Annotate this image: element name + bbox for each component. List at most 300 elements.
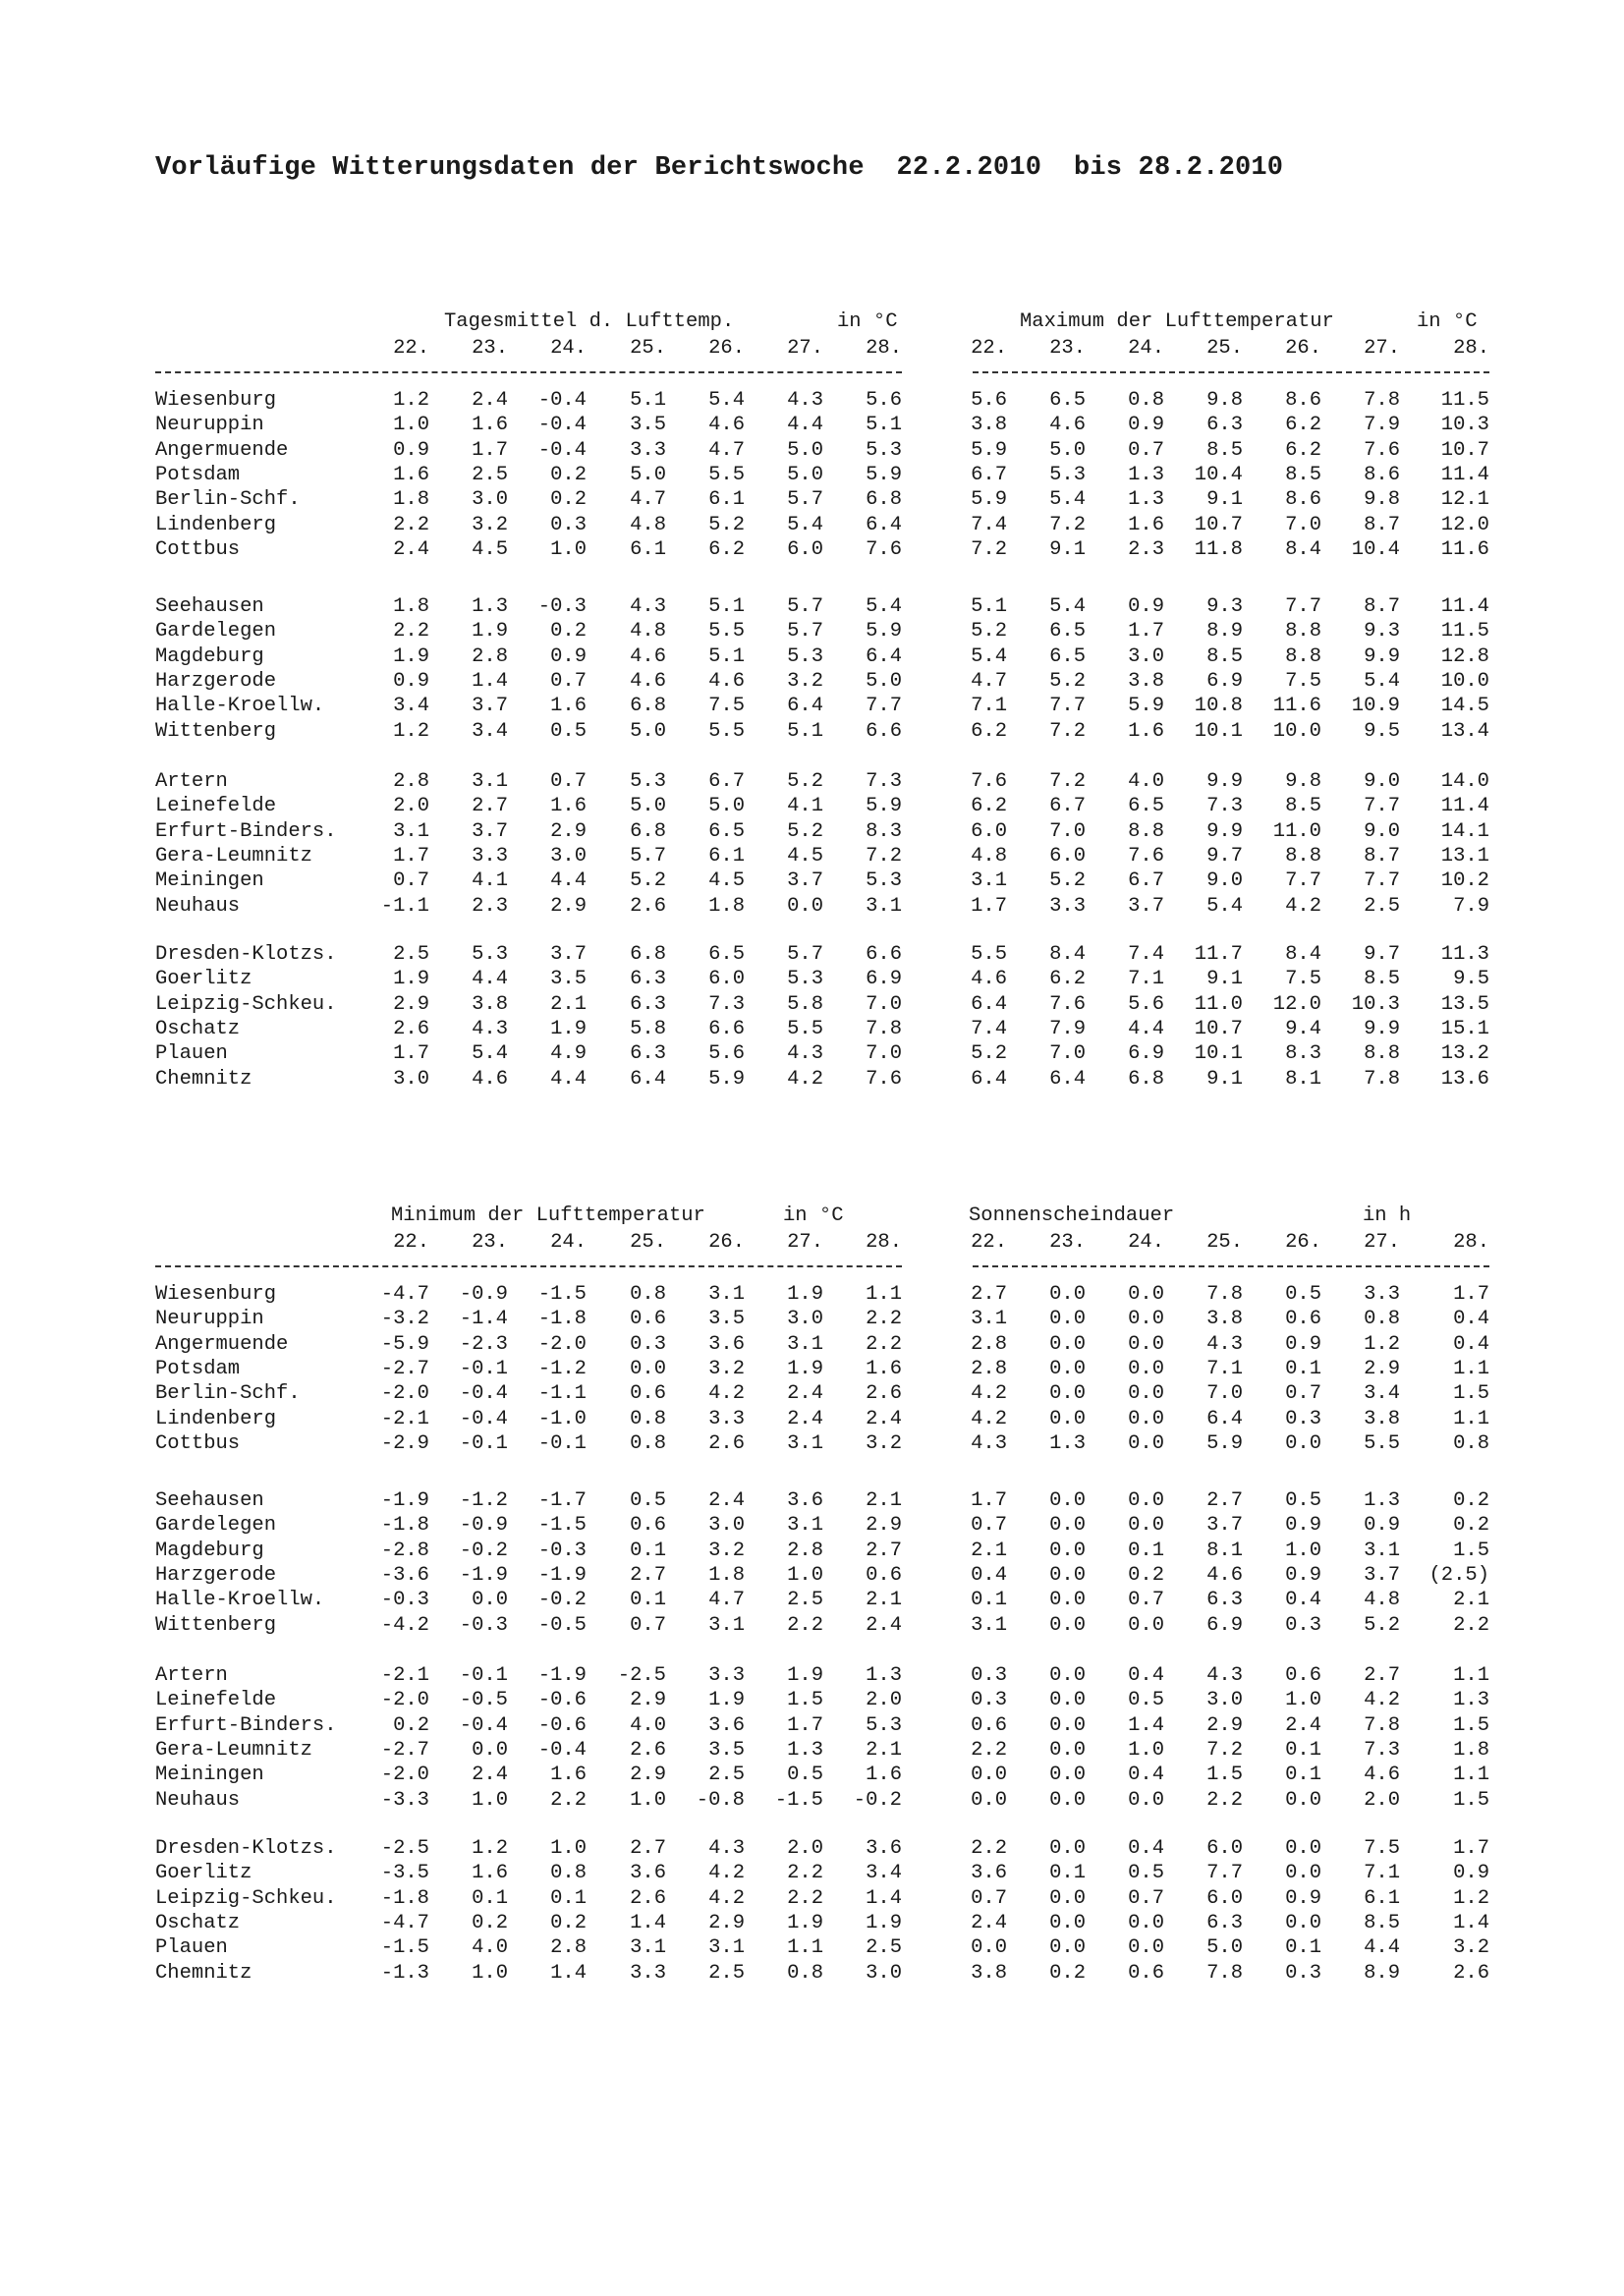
- day-header: 26.: [1285, 337, 1321, 360]
- table-cell: 5.3: [630, 770, 666, 793]
- table-cell: 1.3: [1453, 1689, 1489, 1712]
- table-cell: 5.0: [708, 795, 745, 818]
- table-cell: 0.2: [550, 488, 587, 512]
- table-cell: -2.0: [380, 1382, 429, 1406]
- table-cell: 13.4: [1440, 719, 1489, 743]
- table-cell: 2.4: [708, 1489, 745, 1512]
- table-cell: 0.6: [1285, 1308, 1321, 1331]
- table-cell: 5.2: [630, 869, 666, 893]
- table-cell: 0.7: [550, 770, 587, 793]
- table-cell: 3.3: [630, 438, 666, 462]
- table-cell: 4.6: [971, 968, 1007, 991]
- table-cell: 6.5: [708, 819, 745, 843]
- table-cell: 4.3: [1206, 1332, 1243, 1356]
- table-cell: -1.8: [537, 1308, 587, 1331]
- table-cell: 0.3: [550, 513, 587, 536]
- table-cell: 5.4: [866, 595, 902, 618]
- table-cell: 0.9: [1285, 1563, 1321, 1587]
- table-cell: 6.0: [1206, 1886, 1243, 1910]
- table-cell: 0.9: [1128, 595, 1164, 618]
- table-cell: 2.6: [866, 1382, 902, 1406]
- table-cell: 0.0: [787, 894, 823, 918]
- table-cell: 4.6: [708, 414, 745, 437]
- table-cell: 1.7: [787, 1713, 823, 1737]
- table-cell: 3.0: [787, 1308, 823, 1331]
- table-cell: 2.2: [971, 1738, 1007, 1762]
- table-cell: -0.1: [459, 1431, 508, 1455]
- day-header: 27.: [1364, 1231, 1400, 1254]
- table-cell: 3.0: [1128, 644, 1164, 668]
- table-cell: 2.9: [1206, 1713, 1243, 1737]
- table-cell: -2.0: [380, 1764, 429, 1787]
- table-cell: 6.2: [1285, 414, 1321, 437]
- table-cell: 4.5: [787, 844, 823, 868]
- table-cell: 1.0: [550, 537, 587, 561]
- table-cell: 9.1: [1206, 1067, 1243, 1091]
- table-cell: 2.9: [393, 992, 429, 1016]
- table-cell: 5.9: [971, 488, 1007, 512]
- station-name: Artern: [155, 1664, 228, 1687]
- table-cell: 3.8: [971, 1961, 1007, 1985]
- table-cell: 3.1: [787, 1431, 823, 1455]
- table-cell: -0.1: [459, 1357, 508, 1380]
- table-cell: 2.2: [1206, 1788, 1243, 1812]
- table-cell: 6.4: [971, 1067, 1007, 1091]
- table-cell: 5.3: [866, 1713, 902, 1737]
- table-cell: -0.3: [380, 1589, 429, 1612]
- table-cell: 5.9: [866, 463, 902, 486]
- table-cell: 7.2: [1049, 513, 1086, 536]
- table-cell: 6.3: [630, 1042, 666, 1066]
- table-cell: 8.9: [1206, 620, 1243, 644]
- table-cell: -1.5: [380, 1936, 429, 1960]
- station-name: Oschatz: [155, 1911, 241, 1934]
- table-cell: 6.1: [1364, 1886, 1400, 1910]
- station-name: Seehausen: [155, 595, 264, 618]
- table-header: Tagesmittel d. Lufttemp.: [444, 310, 735, 333]
- table-cell: 6.5: [708, 943, 745, 966]
- table-cell: -0.5: [537, 1613, 587, 1637]
- table-cell: 11.0: [1194, 992, 1243, 1016]
- station-name: Neuruppin: [155, 414, 264, 437]
- table-cell: 9.9: [1364, 1017, 1400, 1040]
- page-title: Vorläufige Witterungsdaten der Berichtswoche 22.2.2010 bis 28.2.2010: [155, 153, 1284, 183]
- table-cell: 2.1: [550, 992, 587, 1016]
- table-cell: -1.9: [380, 1489, 429, 1512]
- table-cell: 6.4: [971, 992, 1007, 1016]
- table-cell: 1.8: [393, 488, 429, 512]
- table-cell: 0.5: [1128, 1862, 1164, 1885]
- station-name: Artern: [155, 770, 228, 793]
- table-cell: 3.3: [1049, 894, 1086, 918]
- table-cell: 3.7: [1206, 1514, 1243, 1538]
- table-cell: 2.6: [630, 1738, 666, 1762]
- table-cell: 8.5: [1206, 438, 1243, 462]
- table-cell: 0.4: [1285, 1589, 1321, 1612]
- table-cell: 7.0: [1206, 1382, 1243, 1406]
- table-cell: 0.9: [393, 438, 429, 462]
- table-cell: 0.0: [1128, 1911, 1164, 1934]
- table-cell: 6.3: [630, 992, 666, 1016]
- table-cell: 3.1: [708, 1936, 745, 1960]
- table-cell: 4.6: [472, 1067, 508, 1091]
- station-name: Berlin-Schf.: [155, 488, 301, 512]
- table-cell: 15.1: [1440, 1017, 1489, 1040]
- table-cell: 10.1: [1194, 719, 1243, 743]
- table-cell: 1.0: [1285, 1689, 1321, 1712]
- table-cell: 3.0: [1206, 1689, 1243, 1712]
- table-cell: 6.2: [971, 719, 1007, 743]
- table-cell: 2.8: [971, 1357, 1007, 1380]
- table-cell: 0.9: [1285, 1514, 1321, 1538]
- table-cell: -0.4: [537, 414, 587, 437]
- table-cell: 3.6: [866, 1837, 902, 1860]
- table-cell: 0.8: [1453, 1431, 1489, 1455]
- table-cell: 3.5: [550, 968, 587, 991]
- table-cell: 3.2: [866, 1431, 902, 1455]
- station-name: Seehausen: [155, 1489, 264, 1512]
- table-cell: -0.3: [537, 595, 587, 618]
- table-cell: 7.3: [708, 992, 745, 1016]
- table-cell: 6.7: [1128, 869, 1164, 893]
- table-cell: 3.3: [1364, 1283, 1400, 1306]
- table-cell: 5.0: [1049, 438, 1086, 462]
- table-cell: 5.4: [472, 1042, 508, 1066]
- table-cell: -2.8: [380, 1539, 429, 1562]
- table-cell: 0.7: [1128, 1886, 1164, 1910]
- table-cell: 7.8: [1206, 1283, 1243, 1306]
- table-cell: 6.5: [1049, 644, 1086, 668]
- table-cell: 2.5: [866, 1936, 902, 1960]
- table-cell: 6.4: [630, 1067, 666, 1091]
- table-cell: 6.2: [1285, 438, 1321, 462]
- table-cell: 0.1: [1285, 1936, 1321, 1960]
- table-cell: 9.1: [1206, 488, 1243, 512]
- table-cell: 12.8: [1440, 644, 1489, 668]
- table-cell: 7.8: [1364, 389, 1400, 412]
- station-name: Potsdam: [155, 1357, 241, 1380]
- day-header: 27.: [1364, 337, 1400, 360]
- table-cell: 5.6: [708, 1042, 745, 1066]
- table-cell: 4.3: [630, 595, 666, 618]
- table-cell: 0.9: [1453, 1862, 1489, 1885]
- table-cell: 6.1: [630, 537, 666, 561]
- day-header: 22.: [971, 337, 1007, 360]
- station-name: Gardelegen: [155, 620, 277, 644]
- table-cell: 0.1: [1285, 1764, 1321, 1787]
- table-cell: 3.6: [630, 1862, 666, 1885]
- table-cell: 0.9: [1128, 414, 1164, 437]
- table-cell: 4.3: [971, 1431, 1007, 1455]
- table-cell: 0.0: [1049, 1283, 1086, 1306]
- table-cell: 7.1: [1364, 1862, 1400, 1885]
- table-cell: 2.8: [472, 644, 508, 668]
- table-cell: 0.0: [472, 1589, 508, 1612]
- table-cell: 0.0: [1049, 1589, 1086, 1612]
- table-cell: 1.0: [1285, 1539, 1321, 1562]
- table-cell: 3.3: [630, 1961, 666, 1985]
- table-cell: 9.0: [1206, 869, 1243, 893]
- table-cell: 4.6: [1206, 1563, 1243, 1587]
- table-cell: 2.9: [630, 1764, 666, 1787]
- table-cell: 12.0: [1440, 513, 1489, 536]
- day-header: 28.: [1453, 1231, 1489, 1254]
- table-cell: 6.7: [708, 770, 745, 793]
- table-cell: -0.1: [537, 1431, 587, 1455]
- table-cell: 4.4: [1364, 1936, 1400, 1960]
- table-cell: 0.0: [472, 1738, 508, 1762]
- table-cell: 0.0: [1049, 1539, 1086, 1562]
- table-cell: 8.1: [1206, 1539, 1243, 1562]
- table-cell: 14.0: [1440, 770, 1489, 793]
- day-header: 28.: [866, 337, 902, 360]
- table-cell: 0.1: [971, 1589, 1007, 1612]
- table-cell: 4.6: [1364, 1764, 1400, 1787]
- station-name: Gera-Leumnitz: [155, 1738, 312, 1762]
- table-cell: 6.0: [787, 537, 823, 561]
- table-cell: 3.1: [708, 1613, 745, 1637]
- day-header: 24.: [550, 1231, 587, 1254]
- table-cell: 5.5: [1364, 1431, 1400, 1455]
- table-cell: 2.9: [550, 894, 587, 918]
- table-cell: 10.4: [1194, 463, 1243, 486]
- station-name: Goerlitz: [155, 968, 252, 991]
- table-cell: 6.0: [708, 968, 745, 991]
- station-name: Erfurt-Binders.: [155, 1713, 337, 1737]
- table-cell: 11.4: [1440, 795, 1489, 818]
- table-cell: 8.8: [1285, 620, 1321, 644]
- day-header: 22.: [393, 337, 429, 360]
- dashed-divider: [973, 1265, 1489, 1267]
- table-cell: 5.0: [787, 438, 823, 462]
- table-cell: 3.7: [1364, 1563, 1400, 1587]
- table-cell: 0.0: [1049, 1563, 1086, 1587]
- table-cell: 1.1: [866, 1283, 902, 1306]
- table-cell: (2.5): [1428, 1563, 1489, 1587]
- table-cell: 9.5: [1453, 968, 1489, 991]
- table-cell: 2.2: [1453, 1613, 1489, 1637]
- table-cell: 2.5: [393, 943, 429, 966]
- table-cell: 3.3: [708, 1407, 745, 1430]
- table-cell: 0.2: [1128, 1563, 1164, 1587]
- table-cell: 9.4: [1285, 1017, 1321, 1040]
- table-cell: 0.2: [472, 1911, 508, 1934]
- table-cell: 14.1: [1440, 819, 1489, 843]
- table-cell: 10.4: [1351, 537, 1400, 561]
- table-cell: 1.2: [1453, 1886, 1489, 1910]
- table-cell: 0.4: [971, 1563, 1007, 1587]
- table-cell: 0.3: [1285, 1407, 1321, 1430]
- table-cell: 0.4: [1128, 1664, 1164, 1687]
- table-cell: 7.7: [1285, 595, 1321, 618]
- table-cell: 2.5: [787, 1589, 823, 1612]
- day-header: 23.: [1049, 337, 1086, 360]
- table-cell: 8.4: [1285, 537, 1321, 561]
- table-cell: 7.2: [1049, 770, 1086, 793]
- table-cell: 1.0: [393, 414, 429, 437]
- station-name: Gera-Leumnitz: [155, 844, 312, 868]
- table-cell: 5.9: [1128, 695, 1164, 718]
- table-cell: 0.0: [1128, 1357, 1164, 1380]
- table-cell: 4.6: [1049, 414, 1086, 437]
- table-cell: 5.3: [787, 644, 823, 668]
- table-cell: 7.2: [971, 537, 1007, 561]
- table-cell: 6.9: [1206, 669, 1243, 693]
- table-cell: 1.7: [1453, 1837, 1489, 1860]
- table-cell: 9.1: [1206, 968, 1243, 991]
- table-cell: 3.1: [787, 1514, 823, 1538]
- table-cell: 3.0: [393, 1067, 429, 1091]
- table-cell: 0.6: [1285, 1664, 1321, 1687]
- table-cell: 0.0: [1049, 1911, 1086, 1934]
- table-cell: 3.0: [866, 1961, 902, 1985]
- table-cell: 9.8: [1285, 770, 1321, 793]
- table-cell: 0.8: [1128, 389, 1164, 412]
- day-header: 23.: [472, 1231, 508, 1254]
- table-cell: 6.4: [1049, 1067, 1086, 1091]
- table-cell: 1.5: [1453, 1788, 1489, 1812]
- table-cell: 9.8: [1206, 389, 1243, 412]
- table-cell: 1.3: [1049, 1431, 1086, 1455]
- table-cell: 4.9: [550, 1042, 587, 1066]
- station-name: Oschatz: [155, 1017, 241, 1040]
- table-cell: 1.9: [866, 1911, 902, 1934]
- table-cell: 0.4: [1128, 1764, 1164, 1787]
- table-cell: 1.4: [1453, 1911, 1489, 1934]
- table-cell: 7.3: [866, 770, 902, 793]
- station-name: Neuhaus: [155, 1788, 241, 1812]
- table-cell: 2.2: [787, 1862, 823, 1885]
- table-cell: 0.0: [1128, 1382, 1164, 1406]
- table-cell: 1.7: [971, 894, 1007, 918]
- table-cell: 4.6: [630, 644, 666, 668]
- table-cell: 10.9: [1351, 695, 1400, 718]
- table-cell: 4.8: [630, 513, 666, 536]
- station-name: Neuruppin: [155, 1308, 264, 1331]
- station-name: Chemnitz: [155, 1961, 252, 1985]
- table-cell: 3.4: [472, 719, 508, 743]
- table-cell: 4.7: [630, 488, 666, 512]
- table-cell: 2.4: [1285, 1713, 1321, 1737]
- table-cell: 0.0: [1049, 1357, 1086, 1380]
- table-cell: 0.0: [1049, 1837, 1086, 1860]
- table-cell: 3.6: [787, 1489, 823, 1512]
- table-cell: -2.7: [380, 1738, 429, 1762]
- table-cell: 0.1: [1049, 1862, 1086, 1885]
- table-cell: -0.4: [459, 1382, 508, 1406]
- table-cell: -1.3: [380, 1961, 429, 1985]
- table-cell: 1.6: [866, 1357, 902, 1380]
- table-cell: 4.2: [1285, 894, 1321, 918]
- table-cell: 3.1: [787, 1332, 823, 1356]
- table-cell: 0.1: [550, 1886, 587, 1910]
- table-cell: 5.4: [1049, 595, 1086, 618]
- table-cell: 2.8: [787, 1539, 823, 1562]
- table-cell: 4.3: [787, 389, 823, 412]
- table-cell: 5.2: [708, 513, 745, 536]
- table-cell: 5.2: [1049, 669, 1086, 693]
- table-cell: 12.1: [1440, 488, 1489, 512]
- table-cell: 9.8: [1364, 488, 1400, 512]
- table-cell: 8.4: [1285, 943, 1321, 966]
- table-cell: 2.8: [393, 770, 429, 793]
- station-name: Leipzig-Schkeu.: [155, 992, 337, 1016]
- table-cell: 2.1: [866, 1589, 902, 1612]
- table-cell: 1.0: [630, 1788, 666, 1812]
- station-name: Angermuende: [155, 438, 289, 462]
- table-cell: 7.7: [1206, 1862, 1243, 1885]
- table-cell: 2.3: [1128, 537, 1164, 561]
- table-cell: 2.4: [866, 1613, 902, 1637]
- table-cell: 5.5: [708, 463, 745, 486]
- table-cell: 3.0: [708, 1514, 745, 1538]
- table-cell: 1.6: [393, 463, 429, 486]
- table-cell: 9.3: [1364, 620, 1400, 644]
- station-name: Leipzig-Schkeu.: [155, 1886, 337, 1910]
- table-cell: 5.3: [866, 869, 902, 893]
- table-cell: 5.9: [1206, 1431, 1243, 1455]
- table-cell: 0.9: [1364, 1514, 1400, 1538]
- table-cell: 0.0: [1285, 1431, 1321, 1455]
- table-cell: 0.0: [1049, 1664, 1086, 1687]
- table-cell: 0.6: [1128, 1961, 1164, 1985]
- table-cell: -1.4: [459, 1308, 508, 1331]
- table-cell: 3.1: [866, 894, 902, 918]
- table-cell: 2.5: [472, 463, 508, 486]
- table-cell: 6.2: [1049, 968, 1086, 991]
- table-cell: 7.7: [1285, 869, 1321, 893]
- day-header: 23.: [472, 337, 508, 360]
- table-cell: 0.0: [1049, 1514, 1086, 1538]
- table-cell: 1.5: [787, 1689, 823, 1712]
- table-cell: 9.7: [1206, 844, 1243, 868]
- table-cell: 8.5: [1285, 463, 1321, 486]
- day-header: 26.: [1285, 1231, 1321, 1254]
- table-cell: 7.6: [866, 537, 902, 561]
- table-cell: 1.5: [1453, 1539, 1489, 1562]
- station-name: Dresden-Klotzs.: [155, 1837, 337, 1860]
- station-name: Chemnitz: [155, 1067, 252, 1091]
- table-cell: 0.0: [1285, 1911, 1321, 1934]
- table-cell: 5.7: [787, 620, 823, 644]
- table-cell: 11.6: [1440, 537, 1489, 561]
- table-cell: 0.4: [1453, 1308, 1489, 1331]
- table-cell: 2.1: [866, 1489, 902, 1512]
- table-cell: 5.7: [630, 844, 666, 868]
- table-cell: 5.9: [971, 438, 1007, 462]
- station-name: Leinefelde: [155, 1689, 277, 1712]
- table-cell: 3.7: [550, 943, 587, 966]
- table-cell: 0.8: [1364, 1308, 1400, 1331]
- table-cell: 12.0: [1272, 992, 1321, 1016]
- table-cell: 10.2: [1440, 869, 1489, 893]
- table-cell: 4.2: [1364, 1689, 1400, 1712]
- table-cell: 1.0: [787, 1563, 823, 1587]
- day-header: 22.: [971, 1231, 1007, 1254]
- table-cell: 7.1: [1206, 1357, 1243, 1380]
- table-cell: 0.0: [971, 1788, 1007, 1812]
- table-cell: 4.4: [787, 414, 823, 437]
- table-cell: 3.1: [1364, 1539, 1400, 1562]
- table-cell: 7.3: [1206, 795, 1243, 818]
- station-name: Meiningen: [155, 869, 264, 893]
- table-cell: 1.3: [472, 595, 508, 618]
- table-cell: 6.6: [866, 719, 902, 743]
- table-cell: 1.6: [866, 1764, 902, 1787]
- table-cell: 1.1: [1453, 1357, 1489, 1380]
- table-cell: -5.9: [380, 1332, 429, 1356]
- table-cell: 7.8: [1364, 1713, 1400, 1737]
